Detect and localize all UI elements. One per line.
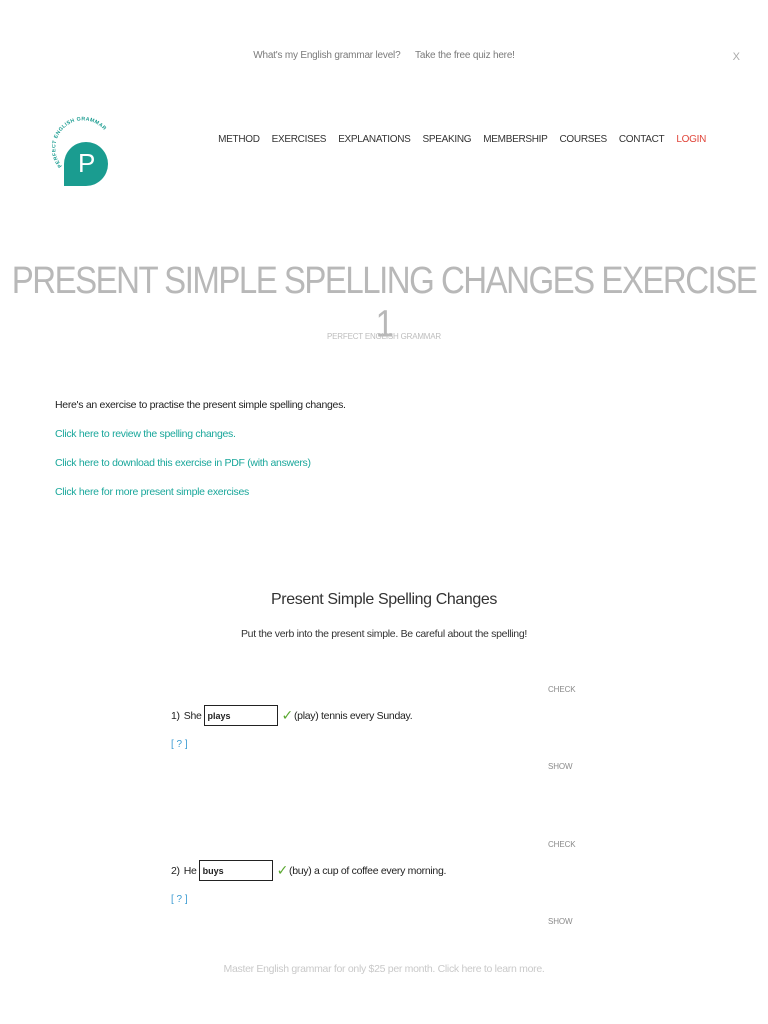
top-promo-bar — [0, 0, 768, 112]
answer-input-2[interactable] — [199, 860, 273, 881]
show-button-1[interactable]: SHOW — [548, 762, 573, 771]
promo-question[interactable]: What's my English grammar level? — [253, 50, 401, 61]
main-nav — [218, 134, 706, 145]
logo-letter: P — [78, 148, 96, 178]
intro-text: Here's an exercise to practise the present simple spelling changes. — [55, 399, 346, 411]
hint-link-1[interactable]: [ ? ] — [171, 739, 188, 750]
more-exercises-link[interactable]: Click here for more present simple exercises — [55, 486, 249, 498]
membership-promo-link[interactable]: Master English grammar for only $25 per month. Click here to learn more. — [223, 963, 545, 975]
show-button-2[interactable]: SHOW — [548, 917, 573, 926]
nav-item-login[interactable]: LOGIN — [676, 134, 706, 145]
exercise-instructions: Put the verb into the present simple. Be careful about the spelling! — [240, 628, 528, 640]
question-subject: She — [183, 709, 202, 722]
nav-item-contact[interactable]: CONTACT — [618, 134, 665, 145]
logo-ring-text: PERF T ENGLISH GRAMMAR — [52, 116, 108, 169]
question-number: 2) — [171, 864, 180, 877]
question-rest: (buy) a cup of coffee every morning. — [289, 864, 447, 877]
exercise-title: Present Simple Spelling Changes — [271, 591, 497, 608]
promo-link[interactable]: Take the free quiz here! — [415, 50, 515, 61]
site-logo[interactable] — [52, 108, 108, 188]
question-rest: (play) tennis every Sunday. — [293, 709, 413, 722]
question-1 — [171, 705, 412, 726]
close-icon[interactable]: X — [732, 51, 740, 63]
correct-check-icon: ✓ — [281, 707, 293, 723]
nav-item-speaking[interactable]: SPEAKING — [422, 134, 472, 145]
nav-item-explanations[interactable]: EXPLANATIONS — [338, 134, 411, 145]
question-2 — [171, 860, 446, 881]
nav-item-method[interactable]: METHOD — [218, 134, 260, 145]
review-spelling-link[interactable]: Click here to review the spelling changes. — [55, 428, 236, 440]
check-button-1[interactable]: CHECK — [548, 685, 576, 694]
page-subtitle: PERFECT ENGLISH GRAMMAR — [327, 332, 441, 341]
nav-item-membership[interactable]: MEMBERSHIP — [483, 134, 548, 145]
hint-link-2[interactable]: [ ? ] — [171, 894, 188, 905]
promo-text — [0, 50, 768, 61]
question-number: 1) — [171, 709, 180, 722]
check-button-2[interactable]: CHECK — [548, 840, 576, 849]
page-title: PRESENT SIMPLE SPELLING CHANGES EXERCISE 1 — [11, 258, 757, 345]
question-subject: He — [183, 864, 197, 877]
download-pdf-link[interactable]: Click here to download this exercise in PDF (with answers) — [55, 457, 311, 469]
answer-input-1[interactable] — [204, 705, 278, 726]
nav-item-exercises[interactable]: EXERCISES — [271, 134, 327, 145]
logo-icon — [52, 108, 108, 188]
nav-item-courses[interactable]: COURSES — [559, 134, 607, 145]
correct-check-icon: ✓ — [276, 862, 289, 878]
